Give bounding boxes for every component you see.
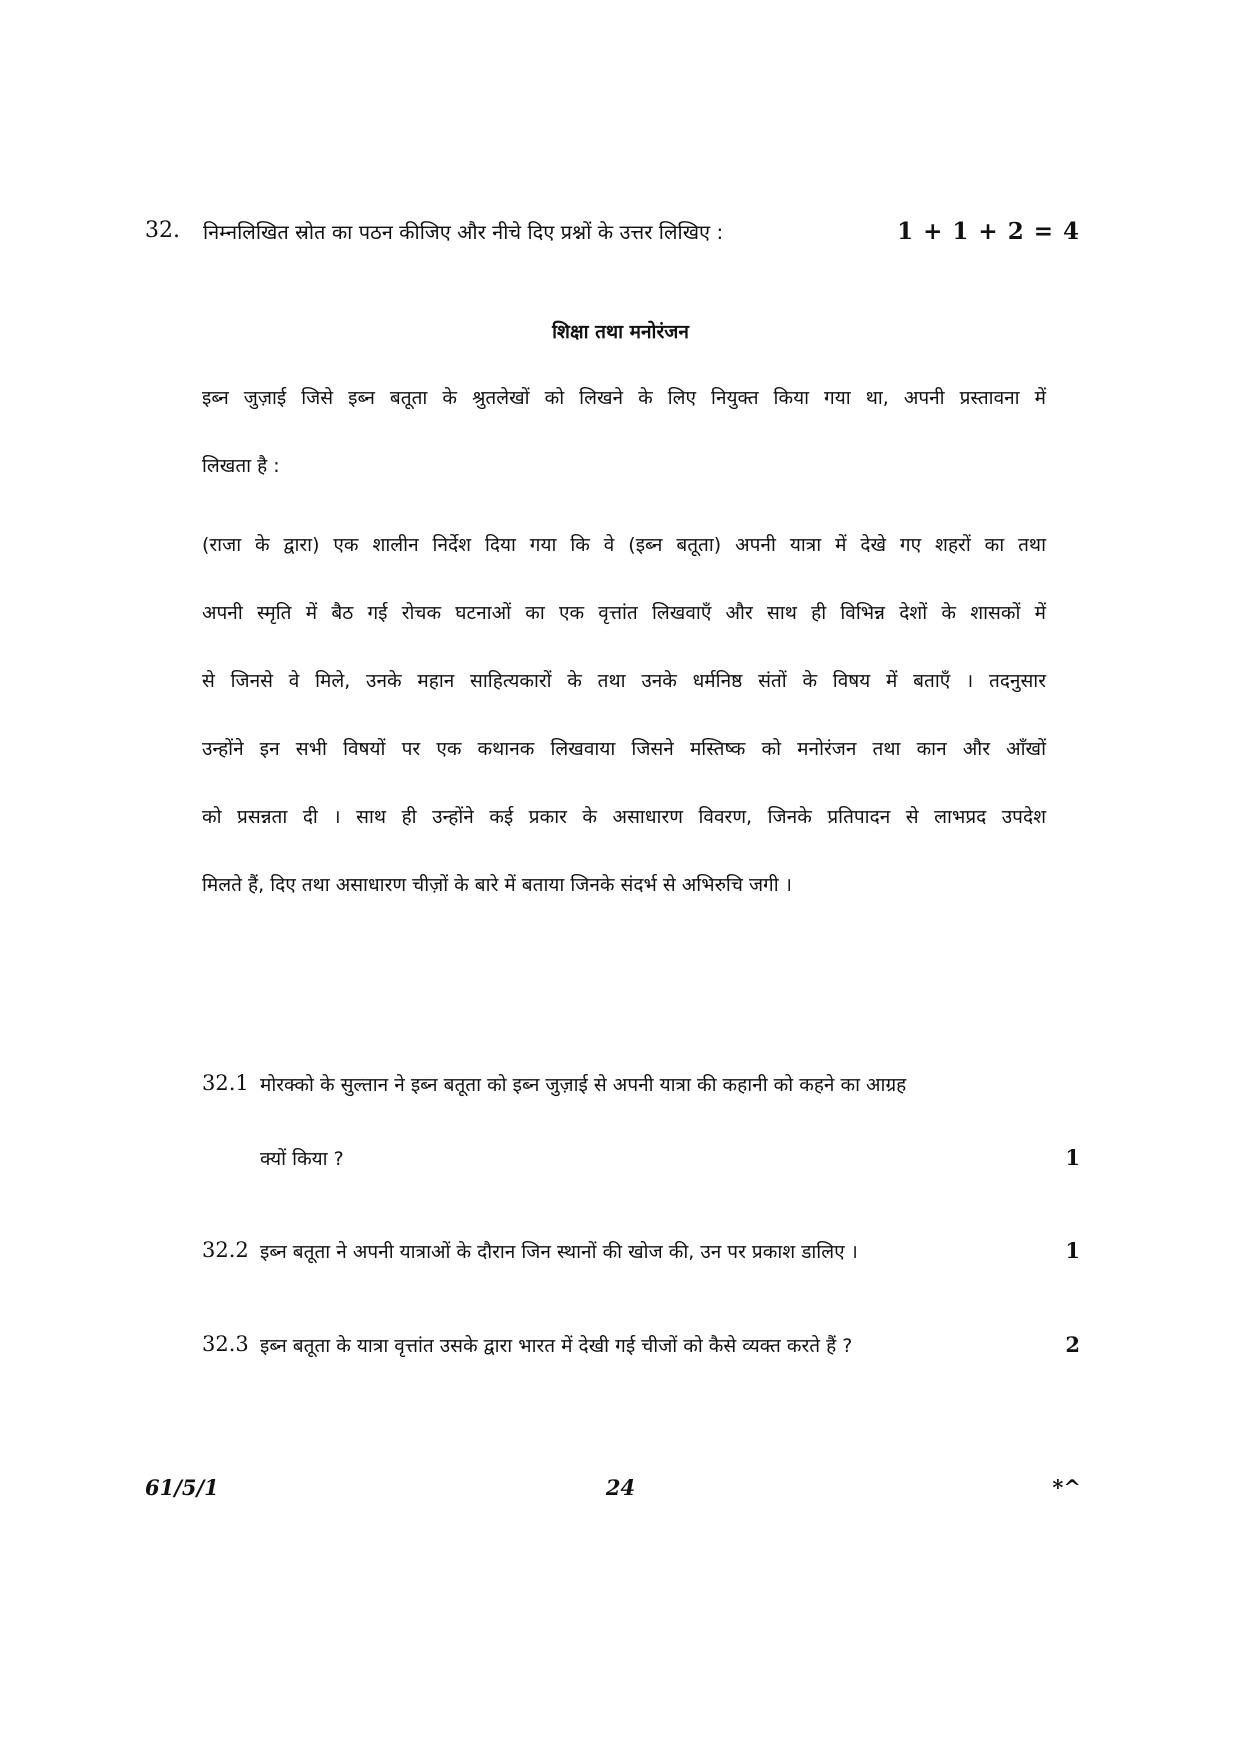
subquestion-text: मोरक्को के सुल्तान ने इब्न बतूता को इब्न जुज़ाई से अपनी यात्रा की कहानी को कहने का आग्रह bbox=[260, 1074, 907, 1096]
subquestion-number: 32.2 bbox=[202, 1238, 249, 1262]
quote-line: को प्रसन्नता दी । साथ ही उन्होंने कई प्रकार के असाधारण विवरण, जिनके प्रतिपादन से लाभप्रद उपदेश bbox=[202, 806, 1046, 828]
subquestion-text: इब्न बतूता ने अपनी यात्राओं के दौरान जिन स्थानों की खोज की, उन पर प्रकाश डालिए । bbox=[260, 1241, 858, 1263]
source-intro bbox=[202, 364, 1046, 500]
subquestion-32-3 bbox=[202, 1332, 1080, 1368]
subquestion-marks: 2 bbox=[1065, 1332, 1080, 1357]
footer-mark: *^ bbox=[1052, 1475, 1081, 1500]
subquestion-marks: 1 bbox=[1065, 1145, 1080, 1170]
subquestion-number: 32.1 bbox=[202, 1071, 249, 1095]
quote-line: से जिनसे वे मिले, उनके महान साहित्यकारों के तथा उनके धर्मनिष्ठ संतों के विषय में बताएँ । तदनुसार bbox=[202, 670, 1046, 692]
quote-line: उन्होंने इन सभी विषयों पर एक कथानक लिखवाया जिसने मस्तिष्क को मनोरंजन तथा कान और आँखों bbox=[202, 738, 1046, 760]
subquestion-32-2 bbox=[202, 1238, 1080, 1274]
subquestion-number: 32.3 bbox=[202, 1332, 249, 1356]
footer-page-number: 24 bbox=[605, 1475, 636, 1500]
question-header bbox=[145, 218, 1080, 254]
intro-line: इब्न जुज़ाई जिसे इब्न बतूता के श्रुतलेखों को लिखने के लिए नियुक्त किया गया था, अपनी प्रस्तावना में bbox=[202, 387, 1046, 409]
source-quote bbox=[202, 511, 1046, 919]
question-number: 32. bbox=[145, 218, 180, 243]
subquestion-marks: 1 bbox=[1065, 1238, 1080, 1263]
subquestion-text-continued: क्यों किया ? bbox=[260, 1148, 344, 1170]
subquestion-32-1 bbox=[202, 1071, 1080, 1181]
question-marks: 1 + 1 + 2 = 4 bbox=[897, 218, 1080, 245]
quote-line: (राजा के द्वारा) एक शालीन निर्देश दिया गया कि वे (इब्न बतूता) अपनी यात्रा में देखे गए शहरों का तथा bbox=[202, 534, 1046, 556]
intro-line: लिखता है : bbox=[202, 455, 280, 477]
footer-paper-code: 61/5/1 bbox=[145, 1475, 219, 1500]
quote-line: मिलते हैं, दिए तथा असाधारण चीज़ों के बारे में बताया जिनके संदर्भ से अभिरुचि जगी । bbox=[202, 874, 792, 896]
question-instruction: निम्नलिखित स्रोत का पठन कीजिए और नीचे दिए प्रश्नों के उत्तर लिखिए : bbox=[203, 220, 724, 244]
source-title: शिक्षा तथा मनोरंजन bbox=[552, 321, 689, 343]
quote-line: अपनी स्मृति में बैठ गई रोचक घटनाओं का एक वृत्तांत लिखवाएँ और साथ ही विभिन्न देशों के शासकों में bbox=[202, 602, 1046, 624]
subquestion-text: इब्न बतूता के यात्रा वृत्तांत उसके द्वारा भारत में देखी गई चीजों को कैसे व्यक्त करते हैं ? bbox=[260, 1335, 853, 1357]
